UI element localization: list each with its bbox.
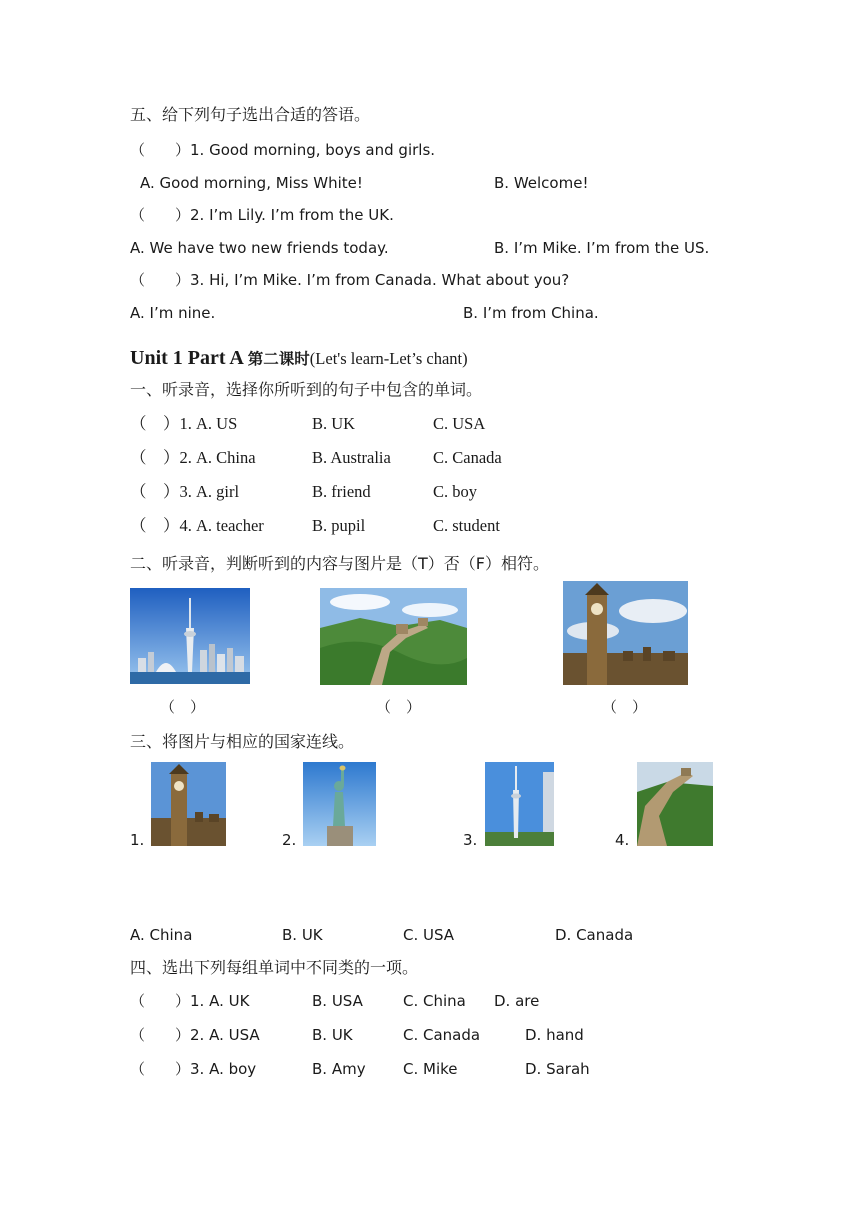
s1-row-1-c: C. USA	[433, 414, 486, 433]
s2-blank-3: （ ）	[602, 698, 648, 716]
s2-blank-1: （ ）	[160, 698, 206, 716]
s4-row-2-num: （ ）2. A. USA	[130, 1026, 260, 1044]
big-ben-icon	[563, 581, 688, 685]
section-3-heading: 三、将图片与相应的国家连线。	[130, 732, 355, 751]
s1-row-4-c: C. student	[433, 516, 500, 535]
s5-question-3: （ ）3. Hi, I’m Mike. I’m from Canada. What about you?	[130, 271, 570, 289]
s3-option-d: D. Canada	[555, 926, 634, 944]
s3-option-b: B. UK	[282, 926, 323, 944]
s3-num-4: 4.	[615, 831, 630, 849]
unit-title	[130, 346, 468, 371]
s4-row-2-b: B. UK	[312, 1026, 353, 1044]
s5-q1-option-a: A. Good morning, Miss White!	[140, 174, 363, 192]
unit-title-text: Unit 1 Part A	[130, 347, 243, 369]
statue-of-liberty-icon	[303, 762, 376, 846]
s1-row-2-num: （ ）2. A. China	[130, 448, 256, 467]
s4-row-3-b: B. Amy	[312, 1060, 366, 1078]
s3-num-1: 1.	[130, 831, 145, 849]
lesson-label: 第二课时	[247, 350, 310, 368]
s3-option-c: C. USA	[403, 926, 455, 944]
big-ben-icon	[151, 762, 226, 846]
s2-blank-2: （ ）	[376, 698, 422, 716]
s4-row-1-b: B. USA	[312, 992, 363, 1010]
s5-question-2: （ ）2. I’m Lily. I’m from the UK.	[130, 206, 394, 224]
s1-row-3-c: C. boy	[433, 482, 478, 501]
s4-row-3-d: D. Sarah	[525, 1060, 590, 1078]
s3-num-3: 3.	[463, 831, 478, 849]
s5-q2-option-a: A. We have two new friends today.	[130, 239, 389, 257]
s3-num-2: 2.	[282, 831, 297, 849]
s1-row-3-num: （ ）3. A. girl	[130, 482, 240, 501]
section-5-heading: 五、给下列句子选出合适的答语。	[130, 105, 371, 124]
lesson-subtitle: (Let's learn-Let’s chant)	[309, 349, 468, 368]
s4-row-3-num: （ ）3. A. boy	[130, 1060, 257, 1078]
s4-row-1-num: （ ）1. A. UK	[130, 992, 250, 1010]
s1-row-4-b: B. pupil	[312, 516, 366, 535]
s4-row-3-c: C. Mike	[403, 1060, 458, 1078]
s5-q3-option-a: A. I’m nine.	[130, 304, 216, 322]
s4-row-1-d: D. are	[494, 992, 540, 1010]
great-wall-icon	[320, 588, 467, 685]
s4-row-2-c: C. Canada	[403, 1026, 481, 1044]
s5-question-1: （ ）1. Good morning, boys and girls.	[130, 141, 436, 159]
great-wall-icon	[637, 762, 713, 846]
s4-row-1-c: C. China	[403, 992, 466, 1010]
s5-q1-option-b: B. Welcome!	[494, 174, 589, 192]
section-4-heading: 四、选出下列每组单词中不同类的一项。	[130, 958, 419, 977]
s1-row-1-b: B. UK	[312, 414, 356, 433]
section-2-heading: 二、听录音，判断听到的内容与图片是（T）否（F）相符。	[130, 554, 549, 573]
cn-tower-icon	[485, 762, 554, 846]
s3-option-a: A. China	[130, 926, 193, 944]
s5-q3-option-b: B. I’m from China.	[463, 304, 599, 322]
section-1-heading: 一、听录音，选择你所听到的句子中包含的单词。	[130, 380, 483, 399]
s1-row-2-c: C. Canada	[433, 448, 502, 467]
cn-tower-icon	[130, 588, 250, 684]
s1-row-2-b: B. Australia	[312, 448, 391, 467]
s4-row-2-d: D. hand	[525, 1026, 584, 1044]
s1-row-3-b: B. friend	[312, 482, 371, 501]
s1-row-1-num: （ ）1. A. US	[130, 414, 238, 433]
s5-q2-option-b: B. I’m Mike. I’m from the US.	[494, 239, 710, 257]
s1-row-4-num: （ ）4. A. teacher	[130, 516, 264, 535]
